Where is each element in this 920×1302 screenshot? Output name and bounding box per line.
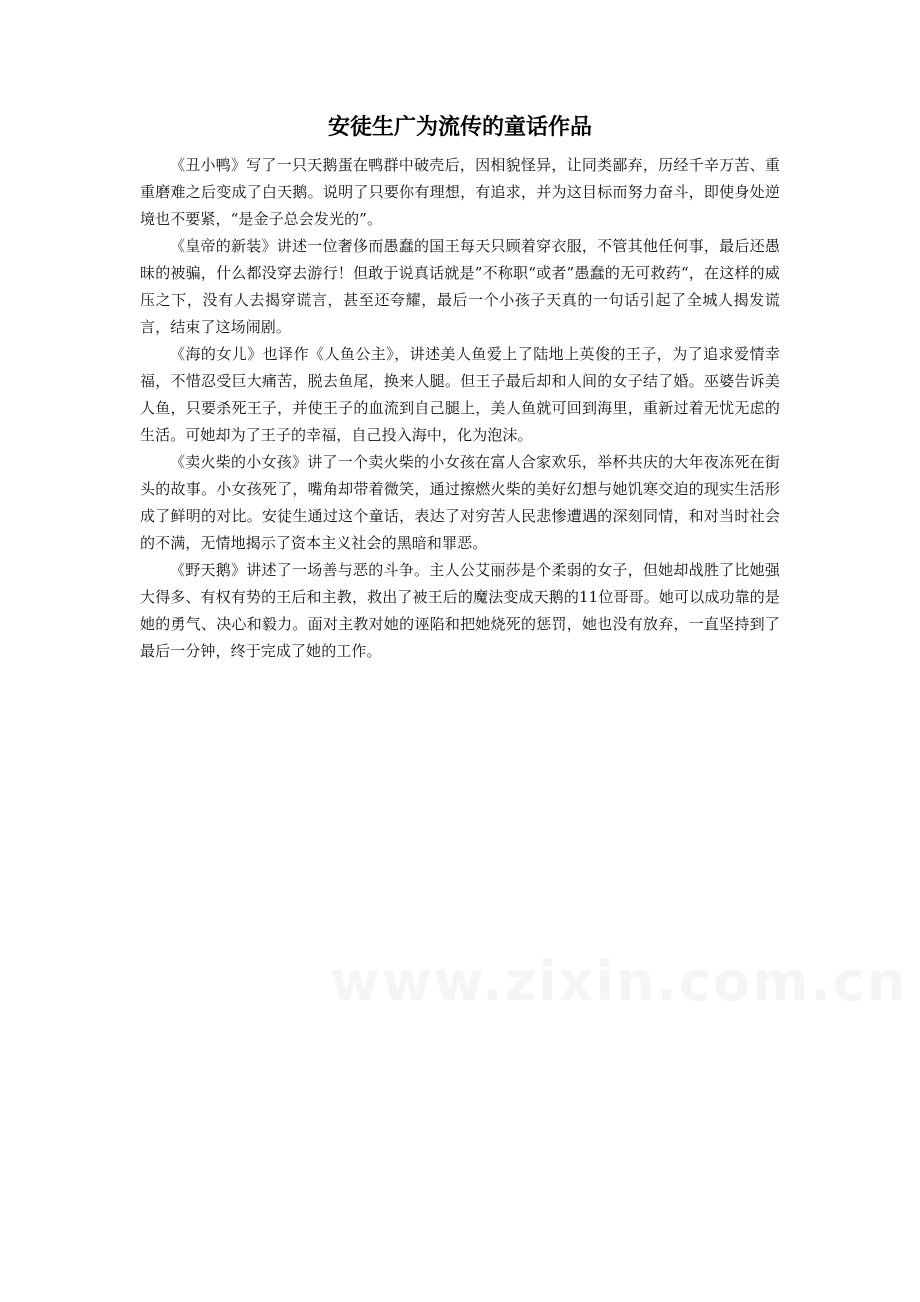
watermark: www.zixin.com.cn [330,950,908,1013]
paragraph-wild-swans: 《野天鹅》讲述了一场善与恶的斗争。主人公艾丽莎是个柔弱的女子，但她却战胜了比她强大得多、有权有势的王后和主教，救出了被王后的魔法变成天鹅的11位哥哥。她可以成功靠的是她的勇气、决心和毅力。面对主教对她的诬陷和把她烧死的惩罚，她也没有放弃，一直坚持到了最后一分钟，终于完成了她的工作。 [140,561,780,660]
document-title: 安徒生广为流传的童话作品 [327,114,592,140]
paragraph-little-mermaid: 《海的女儿》也译作《人鱼公主》，讲述美人鱼爱上了陆地上英俊的王子，为了追求爱情幸福，不惜忍受巨大痛苦，脱去鱼尾，换来人腿。但王子最后却和人间的女子结了婚。巫婆告诉美人鱼，只要杀死王子，并使王子的血流到自己腿上，美人鱼就可回到海里，重新过着无忧无虑的生活。可她却为了王子的幸福，自己投入海中，化为泡沫。 [140,345,780,444]
paragraph-little-match-girl: 《卖火柴的小女孩》讲了一个卖火柴的小女孩在富人合家欢乐，举杯共庆的大年夜冻死在街头的故事。小女孩死了，嘴角却带着微笑，通过擦燃火柴的美好幻想与她饥寒交迫的现实生活形成了鲜明的对比。安徒生通过这个童话，表达了对穷苦人民悲惨遭遇的深刻同情，和对当时社会的不满，无情地揭示了资本主义社会的黑暗和罪恶。 [140,453,780,552]
paragraph-emperors-new-clothes: 《皇帝的新装》讲述一位奢侈而愚蠢的国王每天只顾着穿衣服，不管其他任何事，最后还愚昧的被骗，什么都没穿去游行！但敢于说真话就是”不称职“或者”愚蠢的无可救药“，在这样的威压之下，没有人去揭穿谎言，甚至还夸耀，最后一个小孩子天真的一句话引起了全城人揭发谎言，结束了这场闹剧。 [140,237,780,336]
paragraph-ugly-duckling: 《丑小鸭》写了一只天鹅蛋在鸭群中破壳后，因相貌怪异，让同类鄙弃，历经千辛万苦、重重磨难之后变成了白天鹅。说明了只要你有理想，有追求，并为这目标而努力奋斗，即使身处逆境也不要紧，“是金子总会发光的”。 [140,156,780,228]
document-body [140,152,780,665]
